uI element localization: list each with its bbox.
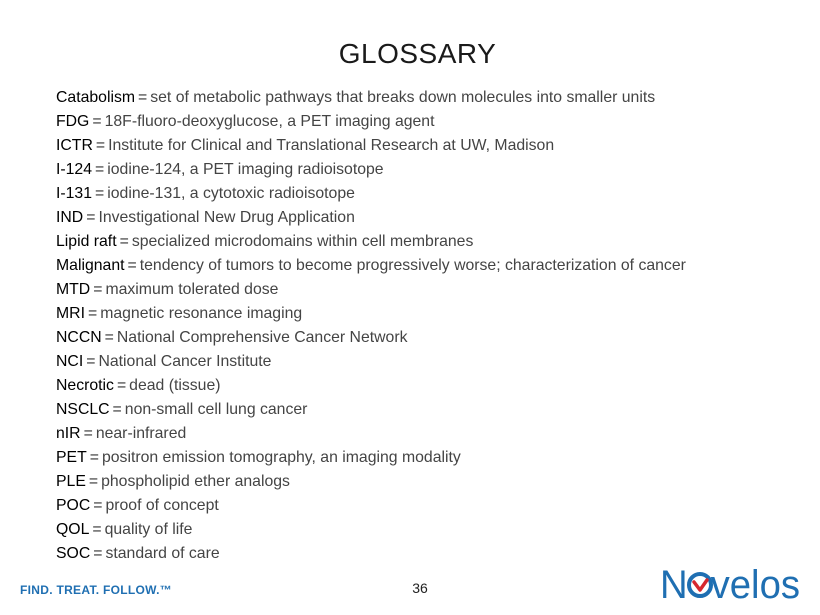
equals-sign: = [92,113,102,130]
novelos-logo [660,560,802,606]
logo-wordmark: N velos [660,563,800,606]
equals-sign: = [86,353,96,370]
glossary-term: NCCN [56,329,102,346]
glossary-entry [56,278,816,302]
glossary-definition: dead (tissue) [129,377,221,394]
equals-sign: = [119,233,129,250]
glossary-definition: set of metabolic pathways that breaks down molecules into smaller units [150,89,656,106]
glossary-definition: National Cancer Institute [98,353,272,370]
glossary-term: NSCLC [56,401,110,418]
glossary-term: SOC [56,545,91,562]
glossary-entry [56,470,816,494]
glossary-entry [56,398,816,422]
slide-title: GLOSSARY [338,38,497,69]
equals-sign: = [92,521,102,538]
glossary-definition: tendency of tumors to become progressively worse; characterization of cancer [139,257,686,274]
glossary-entry [56,182,816,206]
equals-sign: = [138,89,148,106]
glossary-entry [56,230,816,254]
equals-sign: = [89,449,99,466]
glossary-term: I-131 [56,185,93,202]
glossary-term: I-124 [56,161,93,178]
glossary-entry [56,158,816,182]
glossary-entry [56,494,816,518]
equals-sign: = [83,425,93,442]
glossary-entry [56,86,816,110]
glossary-term: PET [56,449,87,466]
glossary-term: ICTR [56,137,93,154]
glossary-term: IND [56,209,84,226]
glossary-list [56,86,816,566]
equals-sign: = [116,377,127,394]
glossary-definition: iodine-131, a cytotoxic radioisotope [107,185,355,202]
glossary-term: QOL [56,521,90,538]
equals-sign: = [93,281,103,298]
glossary-definition: phospholipid ether analogs [101,473,290,490]
glossary-term: nIR [56,425,81,442]
equals-sign: = [93,497,103,514]
glossary-entry [56,254,816,278]
glossary-term: Lipid raft [56,233,117,250]
glossary-term: PLE [56,473,86,490]
equals-sign: = [95,161,105,178]
glossary-entry [56,206,816,230]
glossary-definition: proof of concept [105,497,219,514]
glossary-term: Catabolism [56,89,136,106]
equals-sign: = [104,329,114,346]
equals-sign: = [95,137,106,154]
glossary-term: MRI [56,305,85,322]
glossary-definition: National Comprehensive Cancer Network [116,329,408,346]
glossary-entry [56,326,816,350]
glossary-definition: quality of life [104,521,193,538]
glossary-definition: magnetic resonance imaging [100,305,303,322]
glossary-definition: Investigational New Drug Application [98,209,355,226]
equals-sign: = [112,401,122,418]
equals-sign: = [86,209,96,226]
equals-sign: = [88,473,99,490]
glossary-term: NCI [56,353,84,370]
equals-sign: = [87,305,98,322]
glossary-definition: specialized microdomains within cell membranes [131,233,474,250]
equals-sign: = [127,257,137,274]
page-number: 36 [412,580,428,596]
glossary-entry [56,422,816,446]
glossary-entry [56,134,816,158]
glossary-entry [56,302,816,326]
glossary-term: POC [56,497,91,514]
equals-sign: = [93,545,103,562]
glossary-entry [56,446,816,470]
glossary-entry [56,350,816,374]
footer-tagline: FIND. TREAT. FOLLOW.™ [20,583,173,597]
glossary-entry [56,518,816,542]
glossary-definition: Institute for Clinical and Translational Research at UW, Madison [108,137,555,154]
glossary-definition: near-infrared [95,425,187,442]
glossary-term: Malignant [56,257,125,274]
glossary-definition: standard of care [105,545,220,562]
glossary-entry [56,110,816,134]
glossary-definition: positron emission tomography, an imaging modality [101,449,461,466]
glossary-term: Necrotic [56,377,114,394]
glossary-definition: maximum tolerated dose [105,281,279,298]
glossary-definition: iodine-124, a PET imaging radioisotope [107,161,384,178]
glossary-term: MTD [56,281,91,298]
equals-sign: = [95,185,105,202]
glossary-definition: non-small cell lung cancer [124,401,308,418]
glossary-term: FDG [56,113,90,130]
glossary-definition: 18F-fluoro-deoxyglucose, a PET imaging agent [104,113,435,130]
glossary-entry [56,374,816,398]
